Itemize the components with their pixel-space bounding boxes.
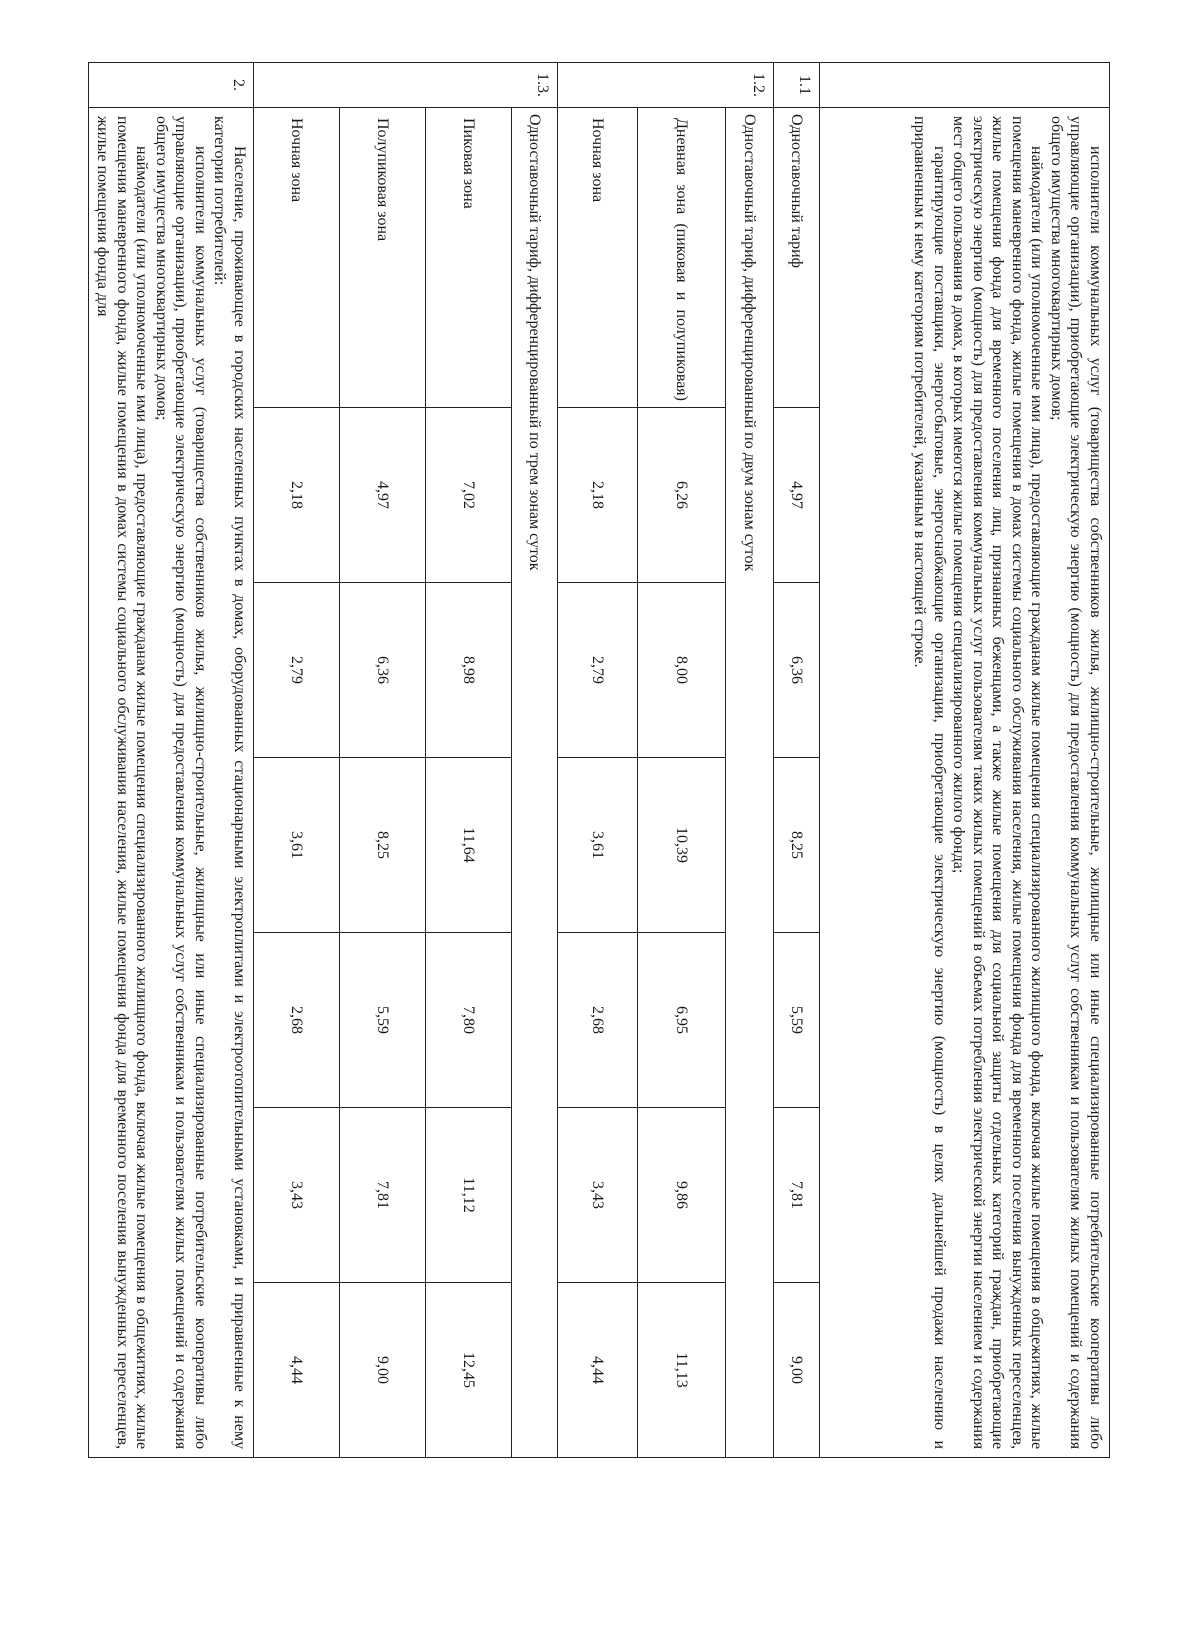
row-2-paragraph: исполнители коммунальных услуг (товарищества собственников жилья, жилищно-строительные, жилищные или иные специализированные потребительские кооперативы либо управляющие организации), приобретающие электрическую энергию (мощность) для предоставления коммунальных услуг собственникам и пользователям жилых помещений и содержания общего имущества многоквартирных домов;	[152, 116, 209, 1450]
value-cell: 10,39	[638, 758, 726, 933]
row-number: 1.1	[774, 63, 820, 108]
value-cell: 7,81	[774, 1108, 820, 1283]
value-cell: 3,61	[558, 758, 638, 933]
row-number: 1.2.	[558, 63, 774, 108]
intro-paragraph: гарантирующие поставщики, энергосбытовые, энергоснабжающие организации, приобретающие электрическую энергию (мощность) в целях дальнейшей продажи населению и приравненным к нему категориям потребителей, указанным в настоящей строке.	[911, 116, 948, 1450]
row-1-3-half-peak	[340, 63, 426, 1458]
value-cell: 9,86	[638, 1108, 726, 1283]
value-cell: 11,13	[638, 1283, 726, 1458]
intro-row	[820, 63, 1110, 1458]
value-cell: 2,18	[558, 408, 638, 583]
value-cell: 3,43	[558, 1108, 638, 1283]
value-cell: 9,00	[340, 1283, 426, 1458]
section-title: Одноставочный тариф, дифференцированный по двум зонам суток	[726, 108, 774, 1458]
value-cell: 8,25	[774, 758, 820, 933]
value-cell: 2,79	[558, 583, 638, 758]
value-cell: 4,97	[340, 408, 426, 583]
row-label: Дневная зона (пиковая и полупиковая)	[638, 108, 726, 408]
row-number: 2.	[88, 63, 253, 108]
row-number: 1.3.	[254, 63, 558, 108]
row-label: Полупиковая зона	[340, 108, 426, 408]
rotated-document	[94, 62, 1110, 1458]
value-cell: 6,36	[774, 583, 820, 758]
section-title: Одноставочный тариф, дифференцированный по трем зонам суток	[512, 108, 558, 1458]
value-cell: 2,18	[254, 408, 340, 583]
value-cell: 2,68	[558, 933, 638, 1108]
value-cell: 7,81	[340, 1108, 426, 1283]
row-1-2-night	[558, 63, 638, 1458]
row-1-2-day	[638, 63, 726, 1458]
intro-paragraph: исполнители коммунальных услуг (товарищества собственников жилья, жилищно-строительные, жилищные или иные специализированные потребительские кооперативы либо управляющие организации), приобретающие электрическую энергию (мощность) для предоставления коммунальных услуг собственникам и пользователям жилых помещений и содержания общего имущества многоквартирных домов;	[1047, 116, 1104, 1450]
value-cell: 8,98	[426, 583, 512, 758]
value-cell: 2,68	[254, 933, 340, 1108]
value-cell: 11,12	[426, 1108, 512, 1283]
row-label: Ночная зона	[558, 108, 638, 408]
row-1-3-peak	[426, 63, 512, 1458]
row-1-3-night	[254, 63, 340, 1458]
row-label: Пиковая зона	[426, 108, 512, 408]
value-cell: 5,59	[340, 933, 426, 1108]
value-cell: 7,80	[426, 933, 512, 1108]
row-2-paragraph: Население, проживающее в городских населенных пунктах в домах, оборудованных стационарными электроплитами и электроотопительными установками, и приравненные к нему категории потребителей:	[211, 116, 248, 1450]
intro-num-cell	[820, 63, 1110, 108]
row-1-1	[774, 63, 820, 1458]
row-1-2-header	[726, 63, 774, 1458]
tariff-table	[88, 62, 1110, 1458]
row-label: Ночная зона	[254, 108, 340, 408]
value-cell: 2,79	[254, 583, 340, 758]
row-1-3-header	[512, 63, 558, 1458]
value-cell: 6,95	[638, 933, 726, 1108]
value-cell: 8,00	[638, 583, 726, 758]
value-cell: 4,44	[558, 1283, 638, 1458]
value-cell: 9,00	[774, 1283, 820, 1458]
value-cell: 7,02	[426, 408, 512, 583]
value-cell: 6,26	[638, 408, 726, 583]
value-cell: 6,36	[340, 583, 426, 758]
value-cell: 12,45	[426, 1283, 512, 1458]
value-cell: 11,64	[426, 758, 512, 933]
row-2-text-cell	[88, 108, 253, 1458]
value-cell: 8,25	[340, 758, 426, 933]
intro-paragraph: наймодатели (или уполномоченные ими лица), предоставляющие гражданам жилые помещения специализированного жилищного фонда, включая жилые помещения в общежитиях, жилые помещения маневренного фонда, жилые помещения в домах системы социального обслуживания населения, жилые помещения фонда для временного поселения вынужденных переселенцев, жилые помещения фонда для временного поселения лиц, признанных беженцами, а также жилые помещения для социальной защиты отдельных категорий граждан, приобретающие электрическую энергию (мощность) для предоставления коммунальных услуг пользователям таких жилых помещений в объемах потребления электрической энергии населением и содержания мест общего пользования в домах, в которых имеются жилые помещения специализированного жилого фонда;	[950, 116, 1046, 1450]
value-cell: 3,61	[254, 758, 340, 933]
row-2-paragraph: наймодатели (или уполномоченные ими лица), предоставляющие гражданам жилые помещения специализированного жилищного фонда, включая жилые помещения в общежитиях, жилые помещения маневренного фонда, жилые помещения в домах системы социального обслуживания населения, жилые помещения фонда для временного поселения вынужденных переселенцев, жилые помещения фонда для	[94, 116, 151, 1450]
intro-text-cell	[820, 108, 1110, 1458]
row-2	[88, 63, 253, 1458]
value-cell: 4,97	[774, 408, 820, 583]
value-cell: 5,59	[774, 933, 820, 1108]
value-cell: 3,43	[254, 1108, 340, 1283]
row-label: Одноставочный тариф	[774, 108, 820, 408]
value-cell: 4,44	[254, 1283, 340, 1458]
